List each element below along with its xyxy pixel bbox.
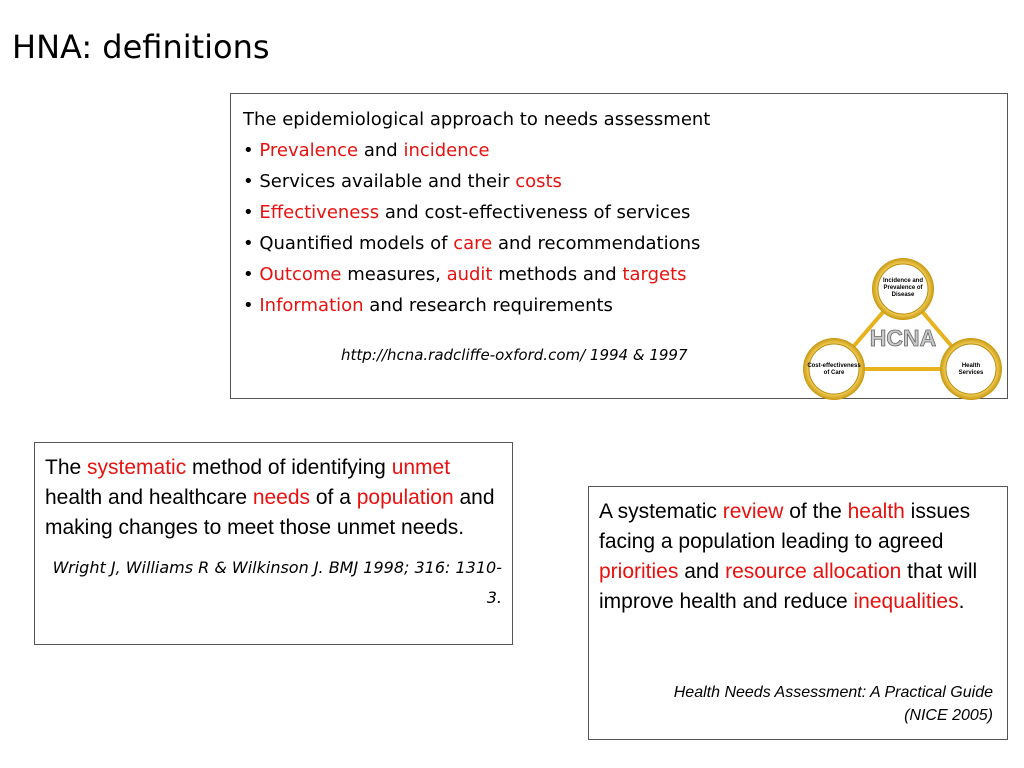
- nice-definition: A systematic review of the health issues facing a population leading to agreed priorities and resource allocation that will improve health and reduce inequalities.: [599, 500, 978, 613]
- svg-text:of Care: of Care: [823, 370, 845, 376]
- list-item: • Prevalence and incidence: [243, 140, 490, 161]
- hcna-logo: [799, 254, 1009, 404]
- epidemiological-heading: The epidemiological approach to needs assessment: [243, 109, 711, 130]
- svg-text:Incidence and: Incidence and: [882, 278, 924, 284]
- epidemiological-approach-box: [230, 93, 1008, 399]
- wright-definition-box: [34, 442, 513, 645]
- svg-text:Health: Health: [961, 363, 981, 369]
- wright-reference: Wright J, Williams R & Wilkinson J. BMJ 1998; 316: 1310-3.: [52, 558, 502, 607]
- svg-text:Cost-effectiveness: Cost-effectiveness: [807, 363, 861, 369]
- epidemiological-source: http://hcna.radcliffe-oxford.com/ 1994 & 1997: [341, 346, 688, 364]
- list-item: • Services available and their costs: [243, 171, 562, 192]
- list-item: • Effectiveness and cost-effectiveness of services: [243, 202, 691, 223]
- svg-text:Disease: Disease: [891, 292, 915, 298]
- nice-definition-box: [588, 486, 1008, 740]
- list-item: • Information and research requirements: [243, 295, 613, 316]
- svg-text:Services: Services: [958, 370, 984, 376]
- list-item: • Outcome measures, audit methods and targets: [243, 264, 687, 285]
- wright-definition: The systematic method of identifying unmet health and healthcare needs of a population and making changes to meet those unmet needs.: [45, 456, 495, 539]
- svg-text:Prevalence of: Prevalence of: [883, 285, 923, 291]
- slide-title: HNA: definitions: [12, 28, 270, 66]
- list-item: • Quantified models of care and recommendations: [243, 233, 701, 254]
- svg-text:HCNA: HCNA: [869, 325, 937, 351]
- nice-reference: Health Needs Assessment: A Practical Guide (NICE 2005): [673, 684, 993, 724]
